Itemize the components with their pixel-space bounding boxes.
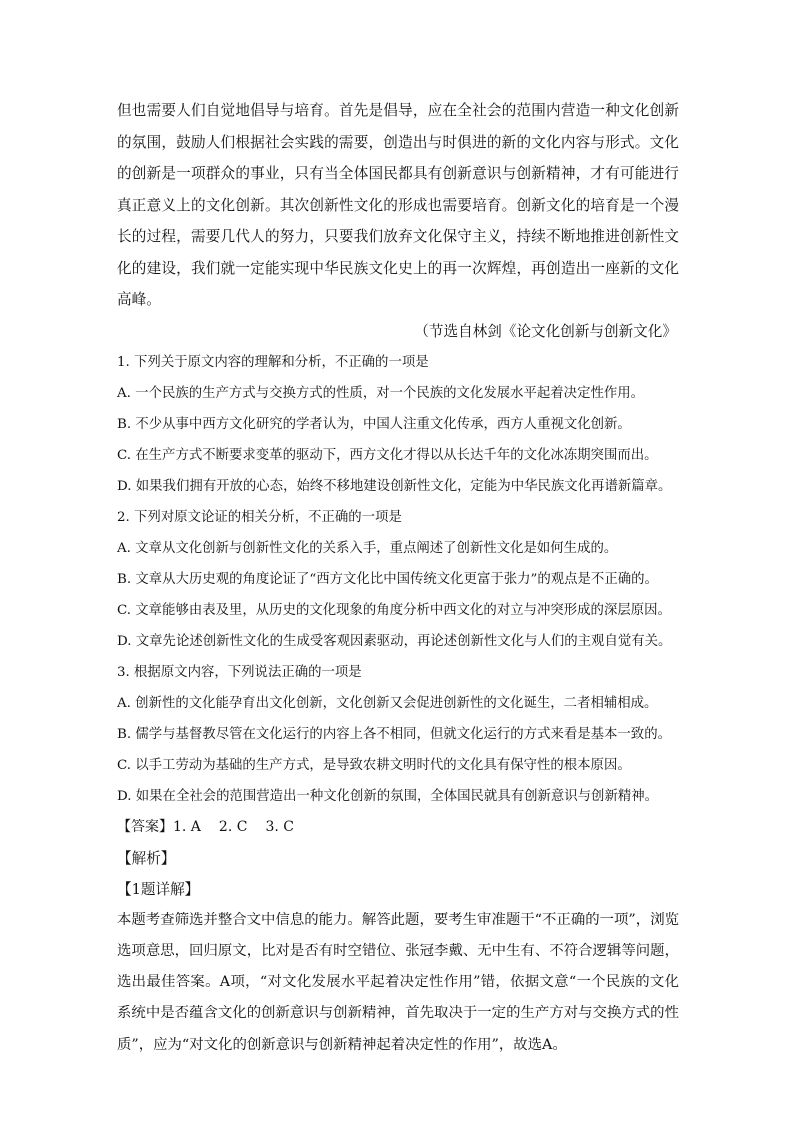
question-2 [117,502,679,657]
detail-paragraph: 本题考查筛选并整合文中信息的能力。解答此题，要考生审准题干“不正确的一项”，浏览选项意思，回归原文，比对是否有时空错位、张冠李戴、无中生有、不符合逻辑等问题，选出最佳答案。A项，“对文化发展水平起着决定性作用”错，依据文意“一个民族的文化系统中是否蕴含文化的创新意识与创新精神，首先取决于一定的生产方对与交换方式的性质”，应为“对文化的创新意识与创新精神起着决定性的作用”，故选A。 [117,911,679,1053]
option-a: A. 创新性的文化能孕育出文化创新，文化创新又会促进创新性的文化诞生，二者相辅相成。 [117,695,658,711]
option-a: A. 一个民族的生产方式与交换方式的性质，对一个民族的文化发展水平起着决定性作用。 [117,385,645,401]
answer-item: 1. A [173,818,201,835]
option-d: D. 文章先论述创新性文化的生成受客观因素驱动，再论述创新性文化与人们的主观自觉有关。 [117,633,672,649]
option-b: B. 文章从大历史观的角度论证了“西方文化比中国传统文化更富于张力”的观点是不正确的。 [117,571,658,587]
question-3 [117,657,679,812]
source-citation: （节选自林剑《论文化创新与创新文化》 [414,322,677,340]
option-c: C. 在生产方式不断要求变革的驱动下，西方文化才得以从长达千年的文化冰冻期突围而出。 [117,447,658,463]
option-b: B. 儒学与基督教尽管在文化运行的内容上各不相同，但就文化运行的方式来看是基本一致的。 [117,726,671,742]
option-d: D. 如果在全社会的范围营造出一种文化创新的氛围，全体国民就具有创新意识与创新精神。 [117,788,659,804]
option-d: D. 如果我们拥有开放的心态，始终不移地建设创新性文化，定能为中华民族文化再谱新篇章。 [117,478,672,494]
question-stem: 1. 下列关于原文内容的理解和分析，不正确的一项是 [117,354,429,370]
answer-line [117,812,679,843]
question-stem: 2. 下列对原文论证的相关分析，不正确的一项是 [117,509,402,525]
analysis-heading: 【解析】 [117,849,176,867]
detail-heading: 【1题详解】 [117,880,200,898]
option-b: B. 不少从事中西方文化研究的学者认为，中国人注重文化传承，西方人重视文化创新。 [117,416,631,432]
answer-item: 2. C [218,818,248,835]
answer-item: 3. C [265,818,294,835]
option-c: C. 以手工劳动为基础的生产方式，是导致农耕文明时代的文化具有保守性的根本原因。 [117,757,631,773]
answer-label: 【答案】 [117,818,173,835]
intro-paragraph: 但也需要人们自觉地倡导与培育。首先是倡导，应在全社会的范围内营造一种文化创新的氛围，鼓励人们根据社会实践的需要，创造出与时俱进的新的文化内容与形式。文化的创新是一项群众的事业，只有当全体国民都具有创新意识与创新精神，才有可能进行真正意义上的文化创新。其次创新性文化的形成也需要培育。创新文化的培育是一个漫长的过程，需要几代人的努力，只要我们放弃文化保守主义，持续不断地推进创新性文化的建设，我们就一定能实现中华民族文化史上的再一次辉煌，再创造出一座新的文化高峰。 [117,102,679,308]
question-stem: 3. 根据原文内容，下列说法正确的一项是 [117,664,362,680]
option-a: A. 文章从文化创新与创新性文化的关系入手，重点阐述了创新性文化是如何生成的。 [117,540,618,556]
question-1 [117,347,679,502]
option-c: C. 文章能够由表及里，从历史的文化现象的角度分析中西文化的对立与冲突形成的深层原因。 [117,602,671,618]
document-page [117,95,679,1061]
